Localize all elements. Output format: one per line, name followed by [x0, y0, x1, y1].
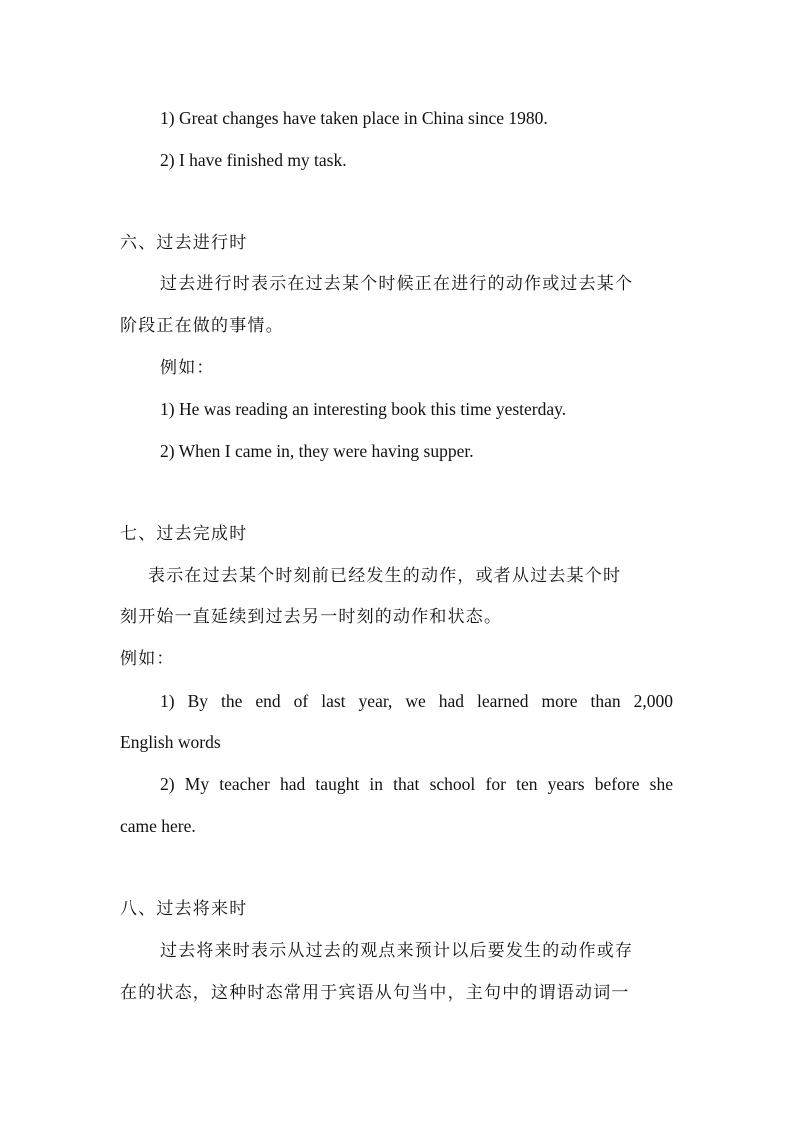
- paragraph-line: 表示在过去某个时刻前已经发生的动作，或者从过去某个时: [148, 566, 622, 586]
- example-sentence-continued: English words: [120, 732, 221, 752]
- paragraph-line: 阶段正在做的事情。: [120, 316, 284, 336]
- example-sentence: 1) He was reading an interesting book this time yesterday.: [160, 399, 567, 419]
- paragraph-line: 刻开始一直延续到过去另一时刻的动作和状态。: [120, 607, 503, 627]
- section-heading: 八、过去将来时: [120, 899, 248, 919]
- example-label: 例如：: [120, 649, 175, 669]
- example-sentence: 1) Great changes have taken place in China since 1980.: [160, 108, 548, 128]
- paragraph-line: 过去进行时表示在过去某个时候正在进行的动作或过去某个: [160, 274, 634, 294]
- example-sentence: 2) I have finished my task.: [160, 150, 347, 170]
- section-heading: 六、过去进行时: [120, 233, 248, 253]
- example-sentence: 1) By the end of last year, we had learned more than 2,000: [160, 691, 673, 711]
- example-label: 例如：: [160, 358, 215, 378]
- example-sentence: 2) When I came in, they were having supper.: [160, 441, 474, 461]
- example-sentence-continued: came here.: [120, 816, 196, 836]
- paragraph-line: 过去将来时表示从过去的观点来预计以后要发生的动作或存: [160, 941, 634, 961]
- example-sentence: 2) My teacher had taught in that school for ten years before she: [160, 774, 673, 794]
- section-heading: 七、过去完成时: [120, 524, 248, 544]
- paragraph-line: 在的状态，这种时态常用于宾语从句当中，主句中的谓语动词一: [120, 983, 630, 1003]
